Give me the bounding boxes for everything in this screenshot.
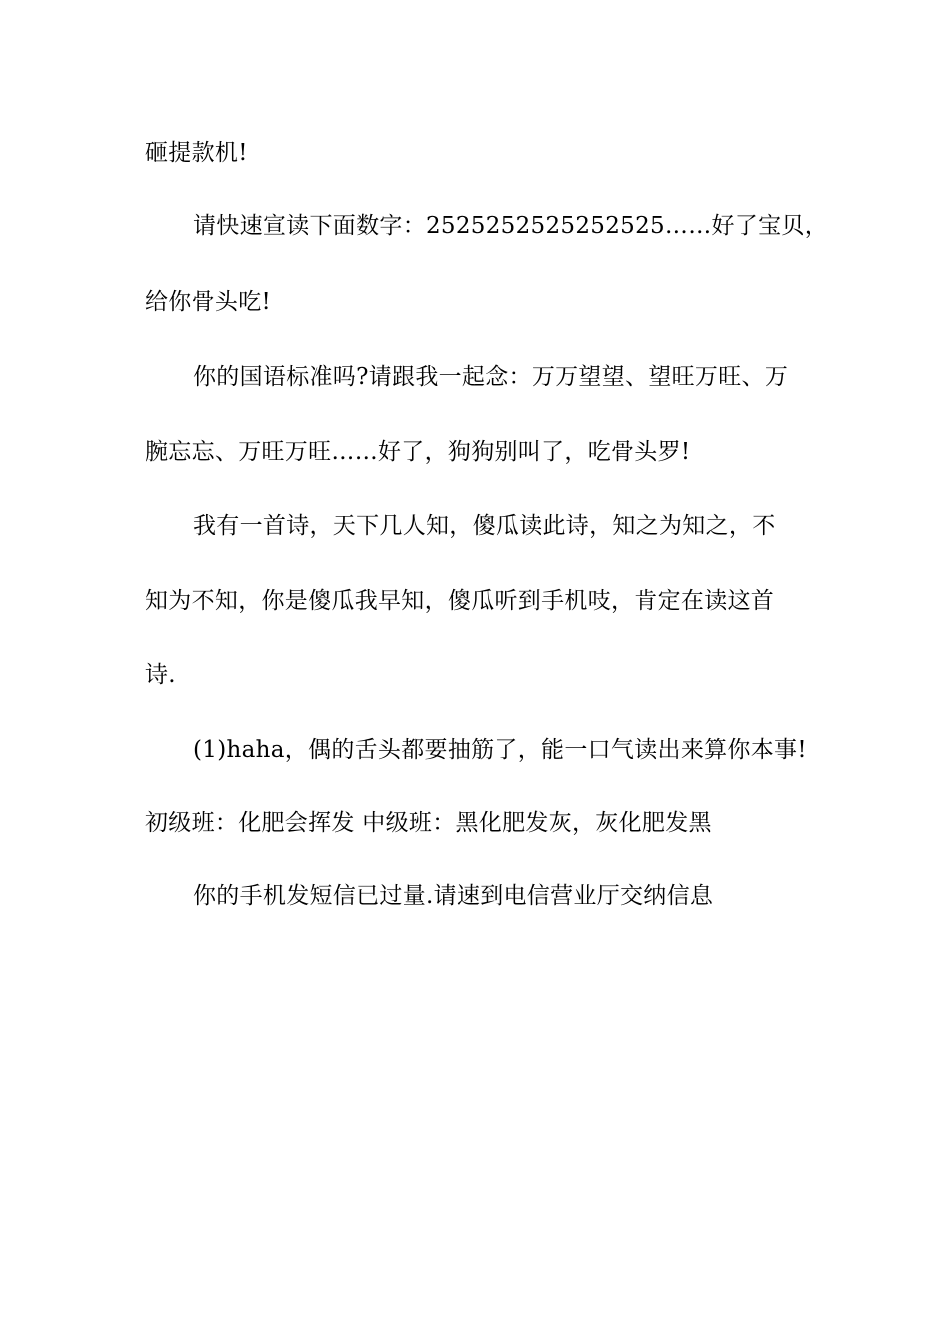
- text-line-10: 初级班：化肥会挥发 中级班：黑化肥发灰，灰化肥发黑: [145, 810, 712, 836]
- text-line-6: 我有一首诗，天下几人知，傻瓜读此诗，知之为知之，不: [193, 513, 776, 539]
- text-line-5: 腕忘忘、万旺万旺……好了，狗狗别叫了，吃骨头罗!: [145, 439, 691, 465]
- text-line-11: 你的手机发短信已过量.请速到电信营业厅交纳信息: [193, 883, 714, 909]
- text-line-4: 你的国语标准吗?请跟我一起念：万万望望、望旺万旺、万: [193, 364, 789, 390]
- text-line-7: 知为不知，你是傻瓜我早知，傻瓜听到手机吱，肯定在读这首: [145, 588, 775, 614]
- text-line-8: 诗.: [145, 662, 176, 688]
- text-line-9: (1)haha，偶的舌头都要抽筋了，能一口气读出来算你本事!: [193, 737, 807, 763]
- text-line-2: 请快速宣读下面数字：2525252525252525……好了宝贝，: [193, 213, 829, 239]
- text-line-3: 给你骨头吃!: [145, 289, 272, 315]
- text-line-1: 砸提款机!: [145, 140, 248, 166]
